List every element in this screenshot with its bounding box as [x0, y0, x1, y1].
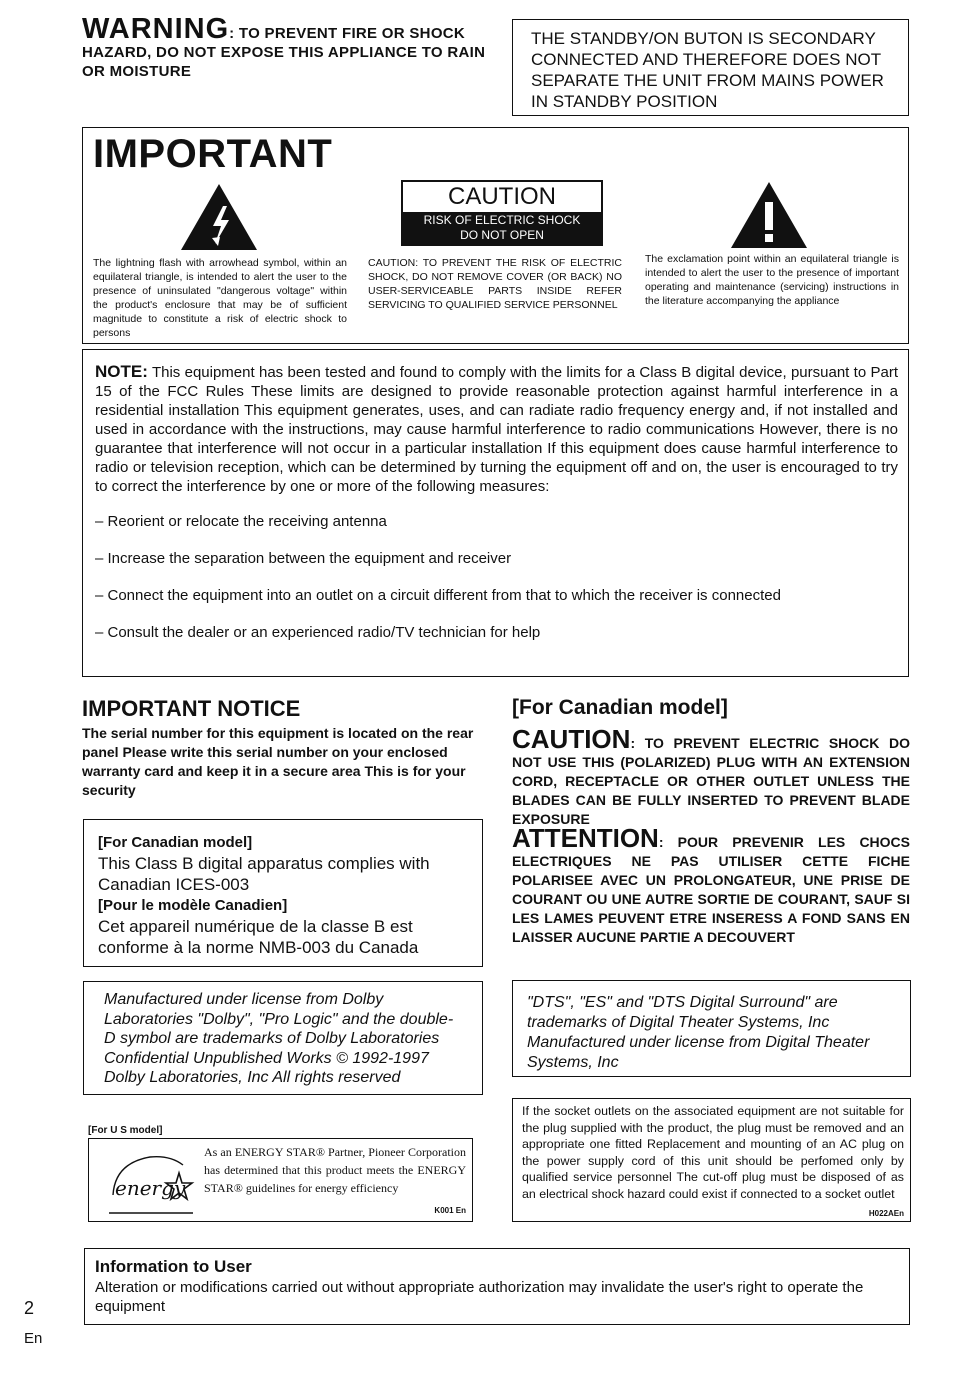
- caution-label-title: CAUTION: [448, 183, 556, 210]
- info-heading: Information to User: [95, 1257, 252, 1276]
- standby-notice-box: [512, 19, 909, 116]
- important-notice-text: The serial number for this equipment is located on the rear panel Please write this serial number on your enclosed warranty card and keep it in a secure area This is for your security: [82, 725, 474, 798]
- us-model-label: [For U S model]: [88, 1125, 163, 1136]
- fcc-note-box: [82, 349, 909, 677]
- exclamation-warning-icon: [729, 180, 809, 250]
- important-notice-heading: IMPORTANT NOTICE: [82, 696, 301, 721]
- canada-text-fr: Cet appareil numérique de la classe B est conforme à la norme NMB-003 du Canada: [98, 917, 419, 957]
- caution-label-subtitle: [403, 212, 601, 244]
- energy-code: K001 En: [434, 1206, 466, 1215]
- list-item: – Consult the dealer or an experienced radio/TV technician for help: [95, 624, 541, 641]
- canada-text-en: This Class B digital apparatus complies with Canadian ICES-003: [98, 854, 430, 894]
- list-item: – Increase the separation between the equipment and receiver: [95, 550, 512, 567]
- polarized-plug-warning: [512, 724, 910, 947]
- caution-paragraph: [512, 724, 910, 829]
- page-number: 2: [24, 1298, 35, 1318]
- note-label: NOTE:: [95, 362, 148, 381]
- caution-description: CAUTION: TO PREVENT THE RISK OF ELECTRIC SHOCK, DO NOT REMOVE COVER (OR BACK) NO USER-SERVICEABLE PARTS INSIDE REFER SERVICING TO QUALIFIED SERVICE PERSONNEL: [368, 257, 622, 311]
- caution-big: CAUTION: [512, 724, 631, 754]
- attention-plug-text: : POUR PREVENIR LES CHOCS ELECTRIQUES NE PAS UTILISER CETTE FICHE POLARISEE AVEC UN PROLONGATEUR, UNE PRISE DE COURANT OU UNE AUTRE SORTIE DE COURANT, SAUF SI LES LAMES PEUVENT ETRE INSERESS A FOND SANS EN LAISSER AUCUNE PARTIE A DECOUVERT: [512, 834, 910, 945]
- dolby-license-box: [83, 981, 483, 1095]
- list-item: – Connect the equipment into an outlet on a circuit different from that to which the receiver is connected: [95, 587, 781, 604]
- information-to-user-box: [84, 1248, 910, 1325]
- canadian-model-heading: [For Canadian model]: [512, 696, 728, 719]
- socket-text: If the socket outlets on the associated equipment are not suitable for the plug supplied with the product, the plug must be removed and an appropriate one fitted Replacement and mounting of an AC plug on the power supply cord of this unit should be perfomed only by qualified service personnel The cut-off plug must be disposed of as an electrical shock hazard could exist if connected to a socket outlet: [522, 1104, 904, 1201]
- attention-paragraph: [512, 823, 910, 947]
- lightning-warning-icon: [179, 182, 259, 252]
- caution-plug-text: : TO PREVENT ELECTRIC SHOCK DO NOT USE THIS (POLARIZED) PLUG WITH AN EXTENSION CORD, RECEPTACLE OR OTHER OUTLET UNLESS THE BLADES CAN BE FULLY INSERTED TO PREVENT BLADE EXPOSURE: [512, 735, 910, 827]
- caution-label: [401, 180, 603, 246]
- standby-text: THE STANDBY/ON BUTON IS SECONDARY CONNECTED AND THEREFORE DOES NOT SEPARATE THE UNIT FROM MAINS POWER IN STANDBY POSITION: [531, 29, 884, 111]
- warning-title: WARNING: [82, 13, 230, 45]
- energy-star-logo: [95, 1145, 199, 1217]
- attention-big: ATTENTION: [512, 823, 659, 853]
- socket-code: H022AEn: [868, 1209, 904, 1218]
- list-item: – Reorient or relocate the receiving antenna: [95, 513, 387, 530]
- canada-heading-en: [For Canadian model]: [98, 834, 253, 851]
- energy-logo-text: energy: [115, 1176, 186, 1200]
- caution-label-line2: DO NOT OPEN: [460, 228, 544, 242]
- warning-text: : TO PREVENT FIRE OR SHOCK HAZARD, DO NOT EXPOSE THIS APPLIANCE TO RAIN OR MOISTURE: [82, 25, 486, 80]
- dolby-text: Manufactured under license from Dolby Laboratories "Dolby", "Pro Logic" and the double-D symbol are trademarks of Dolby Laboratories Confidential Unpublished Works © 1992-1997 Dolby Laboratories, Inc All rights reserved: [104, 991, 454, 1086]
- energy-star-box: [88, 1138, 473, 1222]
- measures-list: [95, 512, 898, 642]
- energy-star-text: As an ENERGY STAR® Partner, Pioneer Corporation has determined that this product meets the ENERGY STAR® guidelines for energy efficiency: [204, 1145, 466, 1195]
- dts-text: "DTS", "ES" and "DTS Digital Surround" are trademarks of Digital Theater Systems, Inc Manufactured under license from Digital Theater Systems, Inc: [527, 994, 870, 1071]
- dts-trademark-box: [512, 980, 911, 1077]
- page-language: En: [24, 1330, 43, 1347]
- canadian-compliance-box: [83, 819, 483, 967]
- important-box: [82, 127, 909, 344]
- fcc-note-paragraph: [95, 362, 898, 496]
- important-title: IMPORTANT: [93, 132, 333, 176]
- info-text: Alteration or modifications carried out without appropriate authorization may invalidate the user's right to operate the equipment: [95, 1279, 864, 1315]
- exclamation-description: The exclamation point within an equilateral triangle is intended to alert the user to the presence of important operating and maintenance (servicing) instructions in the literature accompanying the appliance: [645, 253, 899, 307]
- note-text: This equipment has been tested and found to comply with the limits for a Class B digital device, pursuant to Part 15 of the FCC Rules These limits are designed to provide reasonable protection against harmful interference in a residential installation This equipment generates, uses, and can radiate radio frequency energy and, if not installed and used in accordance with the instructions, may cause harmful interference to radio communications However, there is no guarantee that interference will not occur in a particular installation If this equipment does cause harmful interference to radio or television reception, which can be determined by turning the equipment off and on, the user is encouraged to try to correct the interference by one or more of the following measures:: [95, 364, 898, 495]
- socket-outlet-box: [512, 1098, 911, 1222]
- lightning-description: The lightning flash with arrowhead symbol, within an equilateral triangle, is intended to alert the user to the presence of uninsulated "dangerous voltage" within the product's enclosure that may be of sufficient magnitude to constitute a risk of electric shock to persons: [93, 257, 347, 339]
- caution-label-line1: RISK OF ELECTRIC SHOCK: [423, 213, 581, 227]
- warning-block: [82, 13, 490, 81]
- canada-heading-fr: [Pour le modèle Canadien]: [98, 897, 288, 914]
